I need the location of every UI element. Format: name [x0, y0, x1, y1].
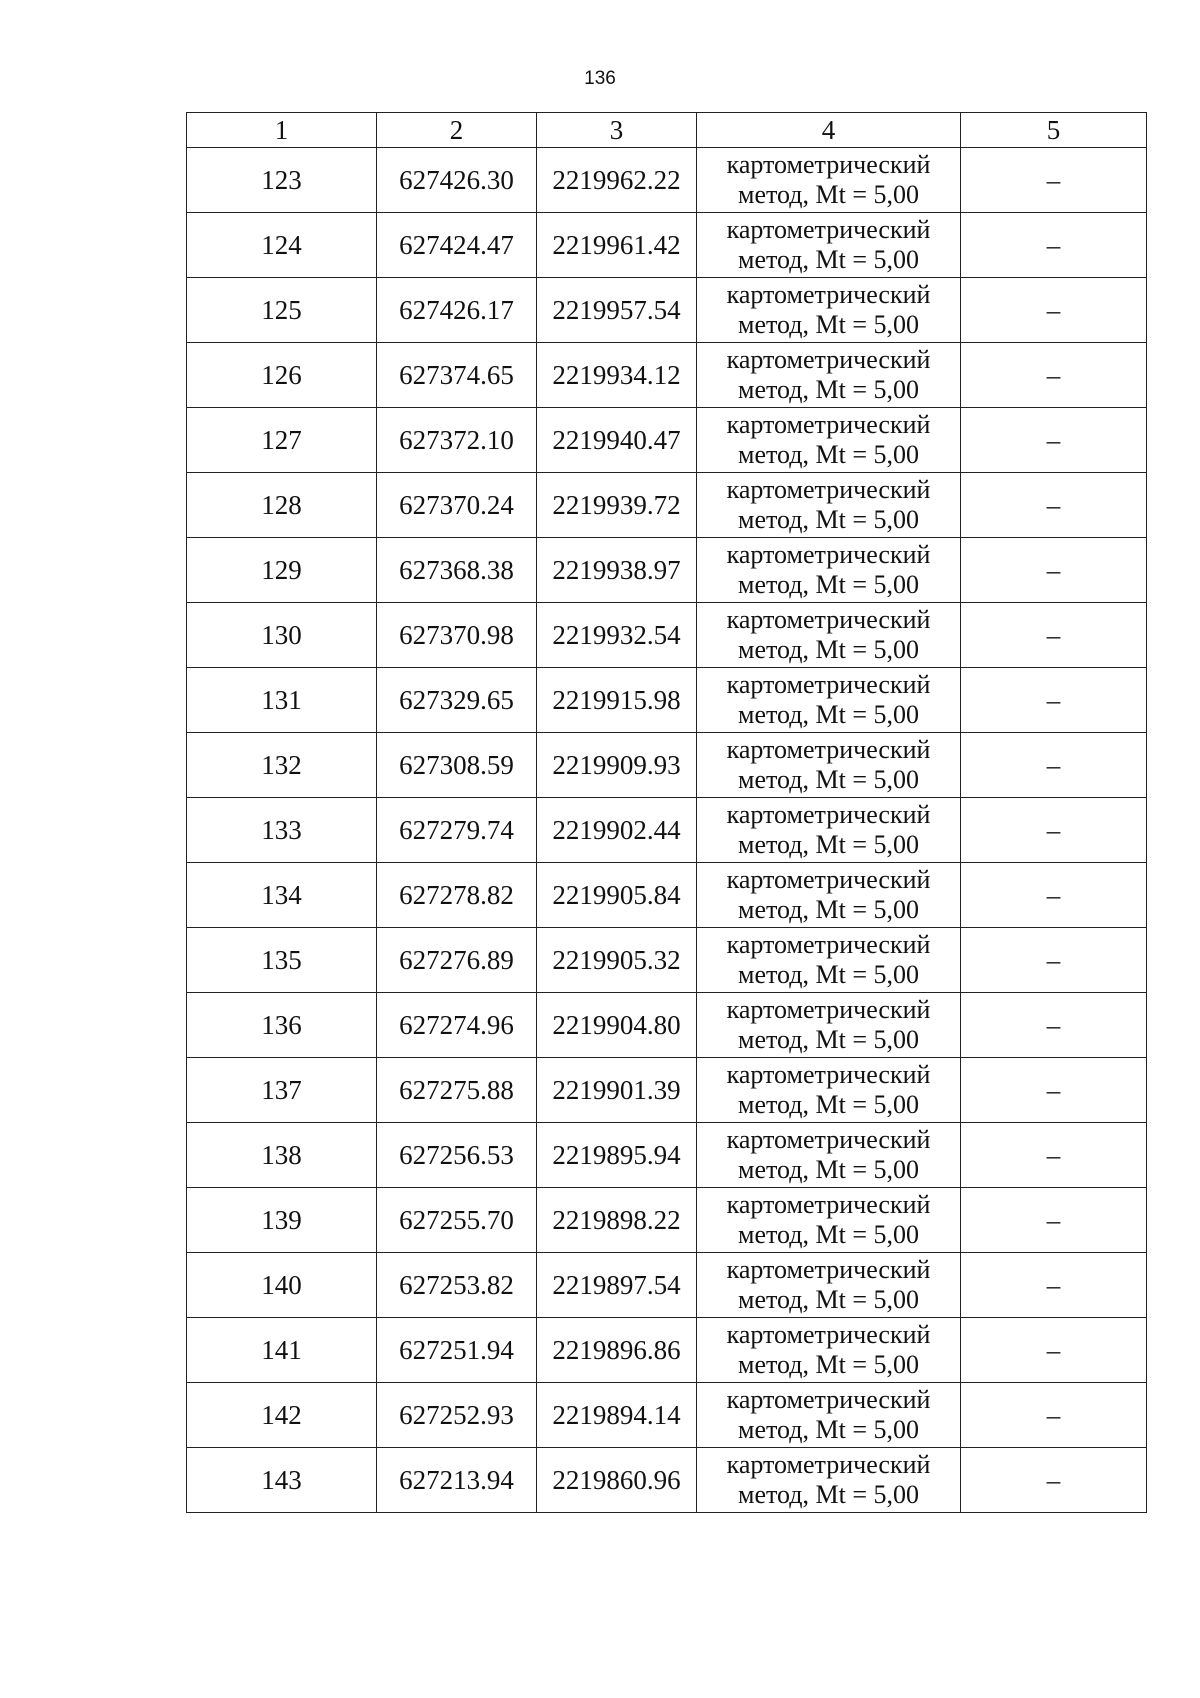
x-coordinate-cell: 627424.47	[377, 213, 537, 278]
header-cell: 3	[537, 113, 697, 148]
method-line-1: картометрический	[726, 670, 931, 699]
method-line-2: метод, Mt = 5,00	[738, 180, 919, 209]
table-header	[187, 113, 1147, 148]
note-cell: –	[961, 538, 1147, 603]
x-coordinate-cell: 627278.82	[377, 863, 537, 928]
point-number-cell: 128	[187, 473, 377, 538]
note-cell: –	[961, 148, 1147, 213]
note-cell: –	[961, 668, 1147, 733]
point-number-cell: 143	[187, 1448, 377, 1513]
point-number-cell: 129	[187, 538, 377, 603]
table-row	[187, 993, 1147, 1058]
table-body	[187, 148, 1147, 1513]
x-coordinate-cell: 627426.17	[377, 278, 537, 343]
method-line-2: метод, Mt = 5,00	[738, 1155, 919, 1184]
method-line-1: картометрический	[726, 1450, 931, 1479]
y-coordinate-cell: 2219860.96	[537, 1448, 697, 1513]
note-cell: –	[961, 863, 1147, 928]
method-cell	[697, 1383, 961, 1448]
method-cell	[697, 733, 961, 798]
table-row	[187, 1318, 1147, 1383]
note-cell: –	[961, 408, 1147, 473]
x-coordinate-cell: 627374.65	[377, 343, 537, 408]
y-coordinate-cell: 2219898.22	[537, 1188, 697, 1253]
note-cell: –	[961, 928, 1147, 993]
x-coordinate-cell: 627370.98	[377, 603, 537, 668]
x-coordinate-cell: 627372.10	[377, 408, 537, 473]
method-line-1: картометрический	[726, 800, 931, 829]
y-coordinate-cell: 2219904.80	[537, 993, 697, 1058]
table-row	[187, 148, 1147, 213]
point-number-cell: 132	[187, 733, 377, 798]
method-cell	[697, 148, 961, 213]
table-row	[187, 1253, 1147, 1318]
point-number-cell: 142	[187, 1383, 377, 1448]
method-line-2: метод, Mt = 5,00	[738, 440, 919, 469]
y-coordinate-cell: 2219897.54	[537, 1253, 697, 1318]
note-cell: –	[961, 1188, 1147, 1253]
table-row	[187, 603, 1147, 668]
note-cell: –	[961, 1383, 1147, 1448]
y-coordinate-cell: 2219895.94	[537, 1123, 697, 1188]
y-coordinate-cell: 2219962.22	[537, 148, 697, 213]
point-number-cell: 127	[187, 408, 377, 473]
y-coordinate-cell: 2219896.86	[537, 1318, 697, 1383]
point-number-cell: 136	[187, 993, 377, 1058]
method-line-1: картометрический	[726, 865, 931, 894]
y-coordinate-cell: 2219940.47	[537, 408, 697, 473]
table-row	[187, 1383, 1147, 1448]
y-coordinate-cell: 2219901.39	[537, 1058, 697, 1123]
table-row	[187, 1448, 1147, 1513]
y-coordinate-cell: 2219938.97	[537, 538, 697, 603]
method-cell	[697, 863, 961, 928]
table-row	[187, 1188, 1147, 1253]
method-cell	[697, 408, 961, 473]
note-cell: –	[961, 1318, 1147, 1383]
note-cell: –	[961, 343, 1147, 408]
method-line-2: метод, Mt = 5,00	[738, 1090, 919, 1119]
method-line-2: метод, Mt = 5,00	[738, 700, 919, 729]
y-coordinate-cell: 2219939.72	[537, 473, 697, 538]
method-line-2: метод, Mt = 5,00	[738, 375, 919, 404]
note-cell: –	[961, 993, 1147, 1058]
method-line-1: картометрический	[726, 345, 931, 374]
y-coordinate-cell: 2219932.54	[537, 603, 697, 668]
note-cell: –	[961, 1058, 1147, 1123]
method-cell	[697, 668, 961, 733]
point-number-cell: 131	[187, 668, 377, 733]
table-row	[187, 733, 1147, 798]
table-row	[187, 1058, 1147, 1123]
table-row	[187, 928, 1147, 993]
method-line-2: метод, Mt = 5,00	[738, 245, 919, 274]
point-number-cell: 130	[187, 603, 377, 668]
x-coordinate-cell: 627329.65	[377, 668, 537, 733]
method-line-1: картометрический	[726, 930, 931, 959]
point-number-cell: 123	[187, 148, 377, 213]
x-coordinate-cell: 627274.96	[377, 993, 537, 1058]
table-row	[187, 798, 1147, 863]
point-number-cell: 125	[187, 278, 377, 343]
method-line-1: картометрический	[726, 995, 931, 1024]
point-number-cell: 138	[187, 1123, 377, 1188]
note-cell: –	[961, 473, 1147, 538]
method-cell	[697, 1448, 961, 1513]
method-line-2: метод, Mt = 5,00	[738, 1480, 919, 1509]
method-cell	[697, 1058, 961, 1123]
method-cell	[697, 993, 961, 1058]
note-cell: –	[961, 1253, 1147, 1318]
method-cell	[697, 1123, 961, 1188]
method-cell	[697, 213, 961, 278]
method-line-2: метод, Mt = 5,00	[738, 830, 919, 859]
method-line-1: картометрический	[726, 605, 931, 634]
x-coordinate-cell: 627276.89	[377, 928, 537, 993]
table-row	[187, 863, 1147, 928]
method-line-2: метод, Mt = 5,00	[738, 1220, 919, 1249]
method-line-2: метод, Mt = 5,00	[738, 765, 919, 794]
point-number-cell: 139	[187, 1188, 377, 1253]
method-line-1: картометрический	[726, 280, 931, 309]
method-line-2: метод, Mt = 5,00	[738, 960, 919, 989]
method-cell	[697, 538, 961, 603]
header-cell: 5	[961, 113, 1147, 148]
note-cell: –	[961, 798, 1147, 863]
x-coordinate-cell: 627279.74	[377, 798, 537, 863]
x-coordinate-cell: 627213.94	[377, 1448, 537, 1513]
table-row	[187, 213, 1147, 278]
point-number-cell: 137	[187, 1058, 377, 1123]
page-number: 136	[584, 68, 616, 89]
method-line-1: картометрический	[726, 215, 931, 244]
point-number-cell: 135	[187, 928, 377, 993]
y-coordinate-cell: 2219894.14	[537, 1383, 697, 1448]
y-coordinate-cell: 2219934.12	[537, 343, 697, 408]
method-line-1: картометрический	[726, 735, 931, 764]
method-line-2: метод, Mt = 5,00	[738, 570, 919, 599]
header-cell: 1	[187, 113, 377, 148]
method-line-2: метод, Mt = 5,00	[738, 1415, 919, 1444]
method-line-2: метод, Mt = 5,00	[738, 1025, 919, 1054]
y-coordinate-cell: 2219909.93	[537, 733, 697, 798]
header-cell: 2	[377, 113, 537, 148]
header-row	[187, 113, 1147, 148]
note-cell: –	[961, 1123, 1147, 1188]
note-cell: –	[961, 1448, 1147, 1513]
x-coordinate-cell: 627275.88	[377, 1058, 537, 1123]
method-line-1: картометрический	[726, 1255, 931, 1284]
y-coordinate-cell: 2219902.44	[537, 798, 697, 863]
method-line-1: картометрический	[726, 150, 931, 179]
y-coordinate-cell: 2219957.54	[537, 278, 697, 343]
method-cell	[697, 473, 961, 538]
method-line-1: картометрический	[726, 1125, 931, 1154]
method-line-2: метод, Mt = 5,00	[738, 635, 919, 664]
method-line-1: картометрический	[726, 410, 931, 439]
point-number-cell: 124	[187, 213, 377, 278]
x-coordinate-cell: 627370.24	[377, 473, 537, 538]
note-cell: –	[961, 733, 1147, 798]
table-row	[187, 343, 1147, 408]
y-coordinate-cell: 2219915.98	[537, 668, 697, 733]
x-coordinate-cell: 627255.70	[377, 1188, 537, 1253]
point-number-cell: 141	[187, 1318, 377, 1383]
point-number-cell: 133	[187, 798, 377, 863]
table-row	[187, 408, 1147, 473]
method-cell	[697, 603, 961, 668]
method-cell	[697, 1318, 961, 1383]
method-line-2: метод, Mt = 5,00	[738, 1350, 919, 1379]
point-number-cell: 140	[187, 1253, 377, 1318]
method-line-2: метод, Mt = 5,00	[738, 1285, 919, 1314]
method-line-2: метод, Mt = 5,00	[738, 310, 919, 339]
method-line-1: картометрический	[726, 1060, 931, 1089]
method-line-1: картометрический	[726, 1190, 931, 1219]
note-cell: –	[961, 213, 1147, 278]
point-number-cell: 134	[187, 863, 377, 928]
coordinates-table	[186, 112, 1147, 1513]
method-line-1: картометрический	[726, 1385, 931, 1414]
y-coordinate-cell: 2219905.84	[537, 863, 697, 928]
method-line-2: метод, Mt = 5,00	[738, 505, 919, 534]
table-row	[187, 278, 1147, 343]
table-row	[187, 538, 1147, 603]
x-coordinate-cell: 627368.38	[377, 538, 537, 603]
method-cell	[697, 278, 961, 343]
table-row	[187, 1123, 1147, 1188]
method-cell	[697, 1253, 961, 1318]
method-line-1: картометрический	[726, 1320, 931, 1349]
x-coordinate-cell: 627308.59	[377, 733, 537, 798]
y-coordinate-cell: 2219961.42	[537, 213, 697, 278]
x-coordinate-cell: 627253.82	[377, 1253, 537, 1318]
x-coordinate-cell: 627426.30	[377, 148, 537, 213]
note-cell: –	[961, 603, 1147, 668]
note-cell: –	[961, 278, 1147, 343]
method-line-1: картометрический	[726, 475, 931, 504]
y-coordinate-cell: 2219905.32	[537, 928, 697, 993]
method-cell	[697, 343, 961, 408]
x-coordinate-cell: 627256.53	[377, 1123, 537, 1188]
method-cell	[697, 798, 961, 863]
header-cell: 4	[697, 113, 961, 148]
x-coordinate-cell: 627252.93	[377, 1383, 537, 1448]
x-coordinate-cell: 627251.94	[377, 1318, 537, 1383]
method-line-2: метод, Mt = 5,00	[738, 895, 919, 924]
table-row	[187, 668, 1147, 733]
table-row	[187, 473, 1147, 538]
method-cell	[697, 1188, 961, 1253]
method-line-1: картометрический	[726, 540, 931, 569]
coordinates-table-container	[186, 112, 1146, 1513]
point-number-cell: 126	[187, 343, 377, 408]
method-cell	[697, 928, 961, 993]
